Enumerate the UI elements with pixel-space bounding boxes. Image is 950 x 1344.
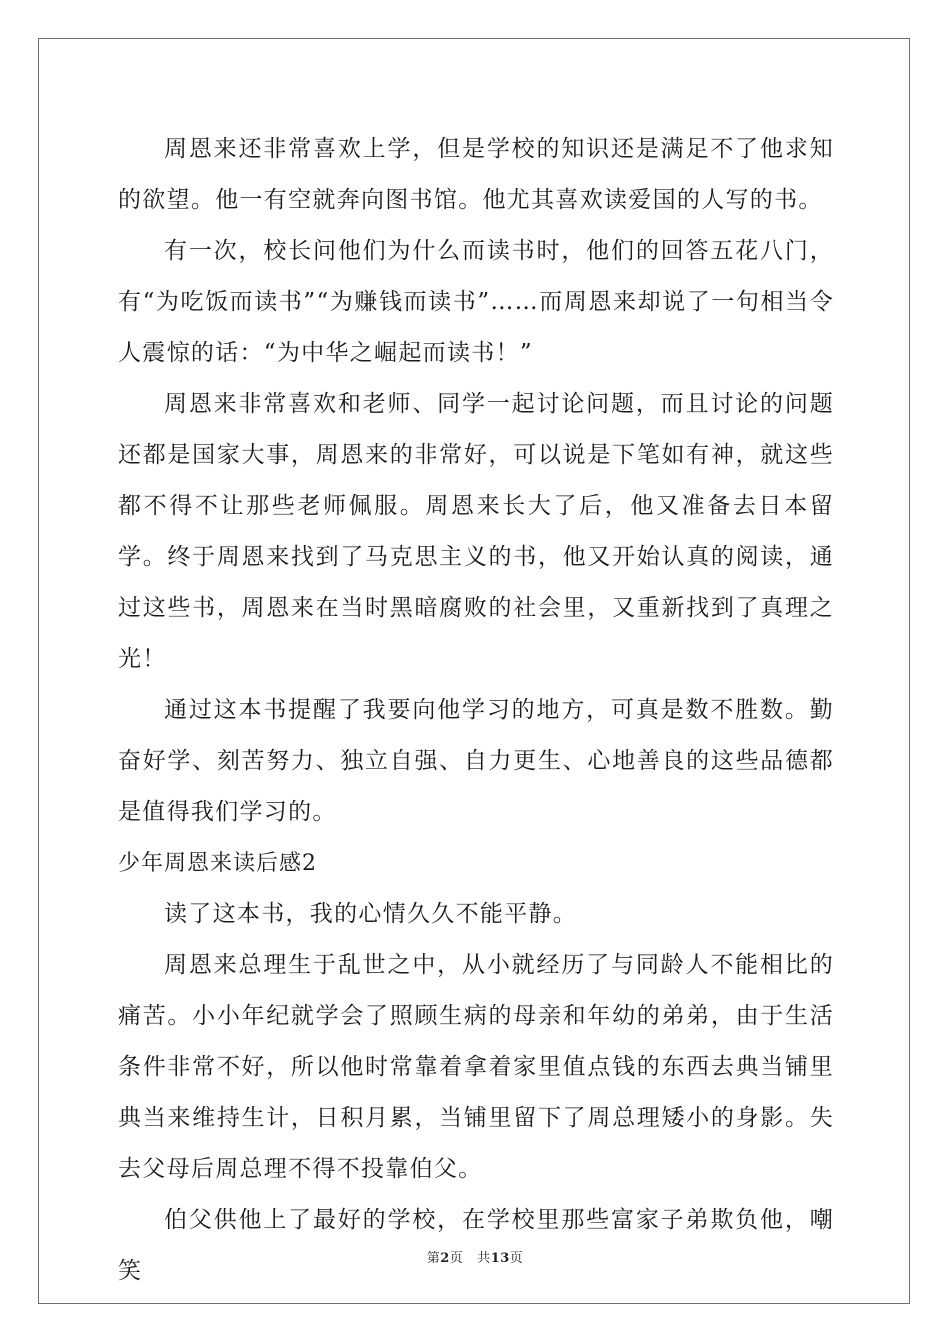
total-suffix: 页 [509,1251,524,1266]
total-prefix: 共 [477,1251,491,1266]
paragraph: 伯父供他上了最好的学校，在学校里那些富家子弟欺负他，嘲笑 [118,1207,834,1284]
paragraph: 读了这本书，我的心情久久不能平静。 [164,901,578,927]
total-pages: 13 [490,1251,510,1266]
paragraph: 周恩来非常喜欢和老师、同学一起讨论问题，而且讨论的问题还都是国家大事，周恩来的非常好，可以说是下笔如有神，就这些都不得不让那些老师佩服。周恩来长大了后，他又准备去日本留学。终于周恩来找到了马克思主义的书，他又开始认真的阅读，通过这些书，周恩来在当时黑暗腐败的社会里，又重新找到了真理之光！ [118,391,834,672]
paragraph: 周恩来总理生于乱世之中，从小就经历了与同龄人不能相比的痛苦。小小年纪就学会了照顾生病的母亲和年幼的弟弟，由于生活条件非常不好，所以他时常靠着拿着家里值点钱的东西去典当铺里典当来维持生计，日积月累，当铺里留下了周总理矮小的身影。失去父母后周总理不得不投靠伯父。 [118,952,834,1182]
page-suffix: 页 [449,1251,464,1266]
document-body [118,124,834,1297]
page-number: 2 [440,1251,450,1266]
page-footer [0,1247,950,1266]
paragraph: 通过这本书提醒了我要向他学习的地方，可真是数不胜数。勤奋好学、刻苦努力、独立自强、自力更生、心地善良的这些品德都是值得我们学习的。 [118,697,834,825]
page-prefix: 第 [426,1251,441,1266]
paragraph: 周恩来还非常喜欢上学，但是学校的知识还是满足不了他求知的欲望。他一有空就奔向图书馆。他尤其喜欢读爱国的人写的书。 [118,136,834,213]
section-title: 少年周恩来读后感2 [118,851,317,876]
paragraph: 有一次，校长问他们为什么而读书时，他们的回答五花八门，有“为吃饭而读书”“为赚钱而读书”……而周恩来却说了一句相当令人震惊的话：“为中华之崛起而读书！” [118,238,834,366]
